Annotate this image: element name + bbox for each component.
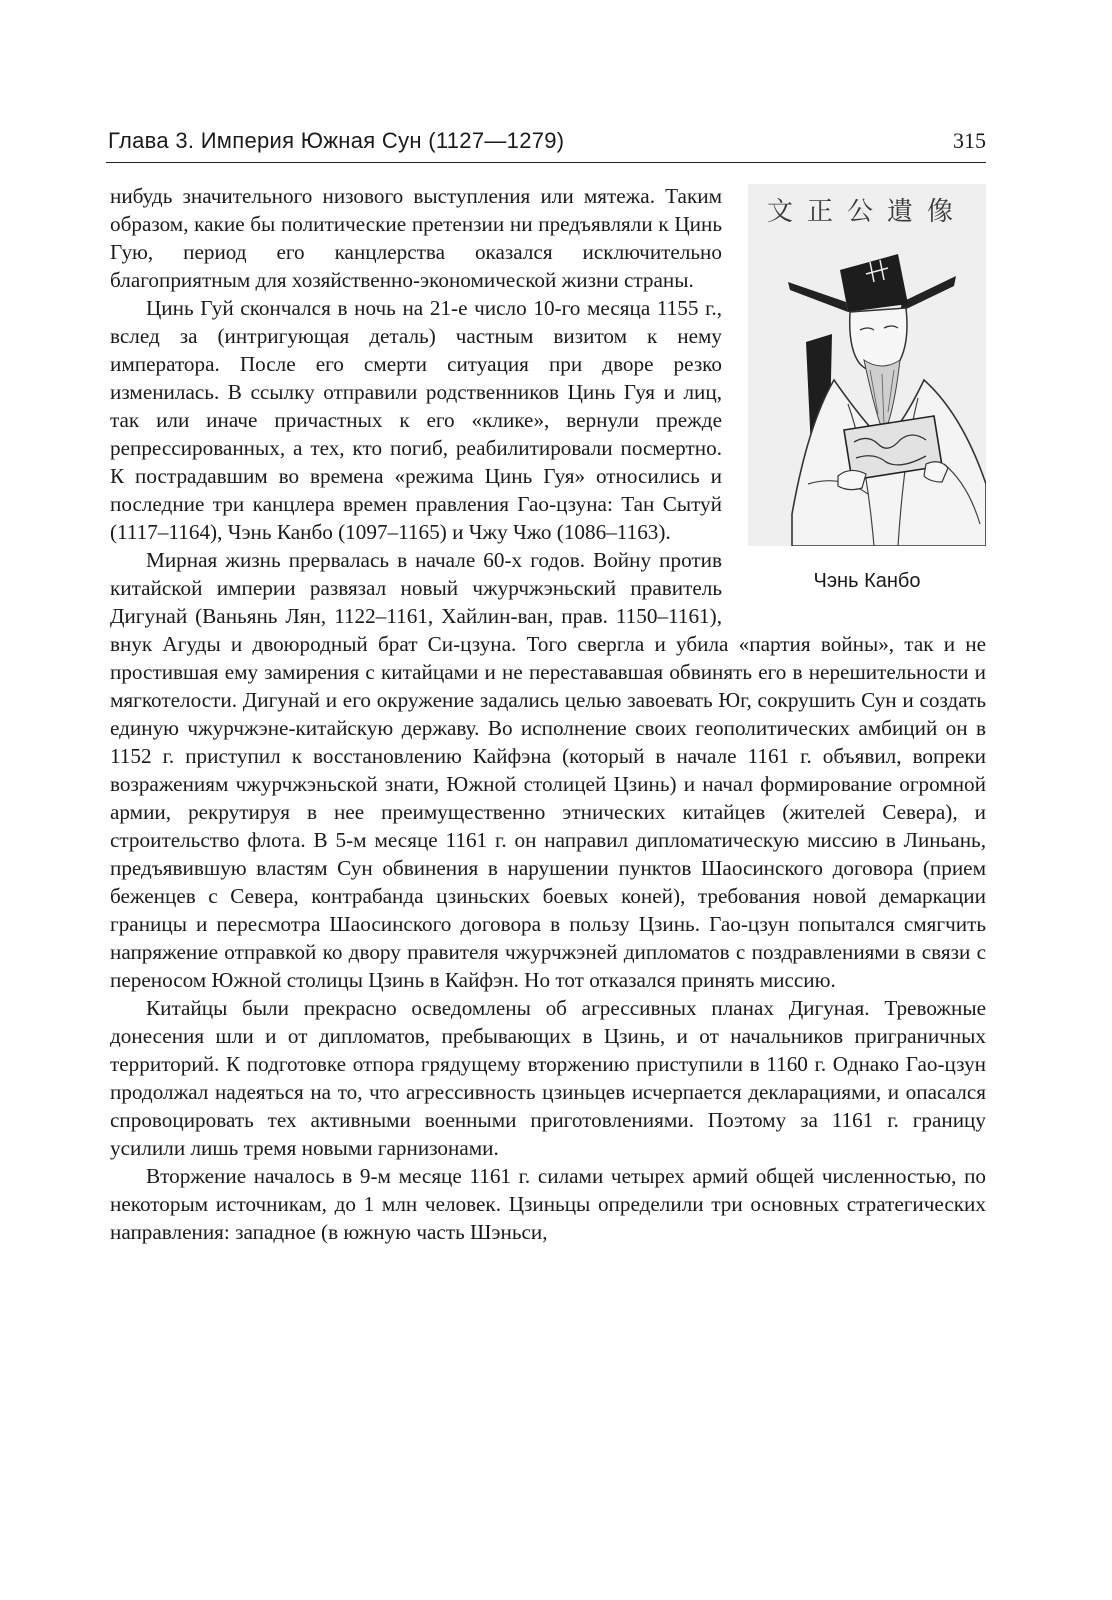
portrait-inscription: 文正公遺像 (766, 197, 968, 227)
paragraph: Цинь Гуй скончался в ночь на 21-е число 10-го месяца 1155 г., вслед за (интригующая деталь) частным визитом к нему императора. После его смерти ситуация при дворе резко изменилась. В ссылку отправили родственников Цинь Гуя и лиц, так или иначе причастных к его «клике», вернули прежде репрессированных, а тех, кто погиб, реабилитировали посмертно. К пострадавшим во времена «режима Цинь Гуя» относились и последние три канцлера времен правления Гао-цзуна: Тан Сытуй (1117–1164), Чэнь Канбо (1097–1165) и Чжу Чжо (1086–1163). (110, 296, 722, 544)
paragraph: Мирная жизнь прервалась в начале 60-х годов. Войну против китайской империи развязал новый чжурчжэньский правитель Дигунай (Ваньянь Лян, 1122–1161, Хайлин-ван, прав. 1150–1161), внук Агуды и двоюродный брат Си-цзуна. Того свергла и убила «партия войны», так и не простившая ему замирения с китайцами и не перестававшая обвинять его в нерешительности и мягкотелости. Дигунай и его окружение задались целью завоевать Юг, сокрушить Сун и создать единую чжурчжэне-китайскую державу. Во исполнение своих геополитических амбиций он в 1152 г. приступил к восстановлению Кайфэна (который в начале 1161 г. объявил, вопреки возражениям чжурчжэньской знати, Южной столицей Цзинь) и начал формирование огромной армии, рекрутируя в нее преимущественно этнических китайцев (жителей Севера), и строительство флота. В 5-м месяце 1161 г. он направил дипломатическую миссию в Линьань, предъявившую властям Сун обвинения в нарушении пунктов Шаосинского договора (прием беженцев с Севера, контрабанда цзиньских боевых коней), требования новой демаркации границы и пересмотра Шаосинского договора в пользу Цзинь. Гао-цзун попытался смягчить напряжение отправкой ко двору правителя чжурчжэней дипломатов с поздравлениями в связи с переносом Южной столицы Цзинь в Кайфэн. Но тот отказался принять миссию. (110, 548, 986, 992)
paragraph: нибудь значительного низового выступления или мятежа. Таким образом, какие бы политические претензии ни предъявляли к Цинь Гую, период его канцлерства оказался исключительно благоприятным для хозяйственно-экономической жизни страны. (110, 184, 722, 292)
chapter-title: Глава 3. Империя Южная Сун (1127—1279) (108, 128, 565, 153)
running-header (106, 128, 986, 163)
paragraph: Китайцы были прекрасно осведомлены об агрессивных планах Дигуная. Тревожные донесения шли и от дипломатов, пребывающих в Цзинь, и от начальников приграничных территорий. К подготовке отпора грядущему вторжению приступили в 1160 г. Однако Гао-цзун продолжал надеяться на то, что агрессивность цзиньцев исчерпается декларациями, и опасался спровоцировать тех активными военными приготовлениями. Поэтому за 1161 г. границу усилили лишь тремя новыми гарнизонами. (110, 996, 986, 1160)
paragraph: Вторжение началось в 9-м месяце 1161 г. силами четырех армий общей численностью, по некоторым источникам, до 1 млн человек. Цзиньцы определили три основных стратегических направления: западное (в южную часть Шэньси, (110, 1164, 986, 1244)
page-number: 315 (953, 128, 986, 153)
portrait-caption: Чэнь Канбо (813, 570, 921, 592)
body-text (110, 182, 986, 1246)
portrait-figure (748, 182, 986, 610)
portrait-illustration (748, 184, 986, 546)
